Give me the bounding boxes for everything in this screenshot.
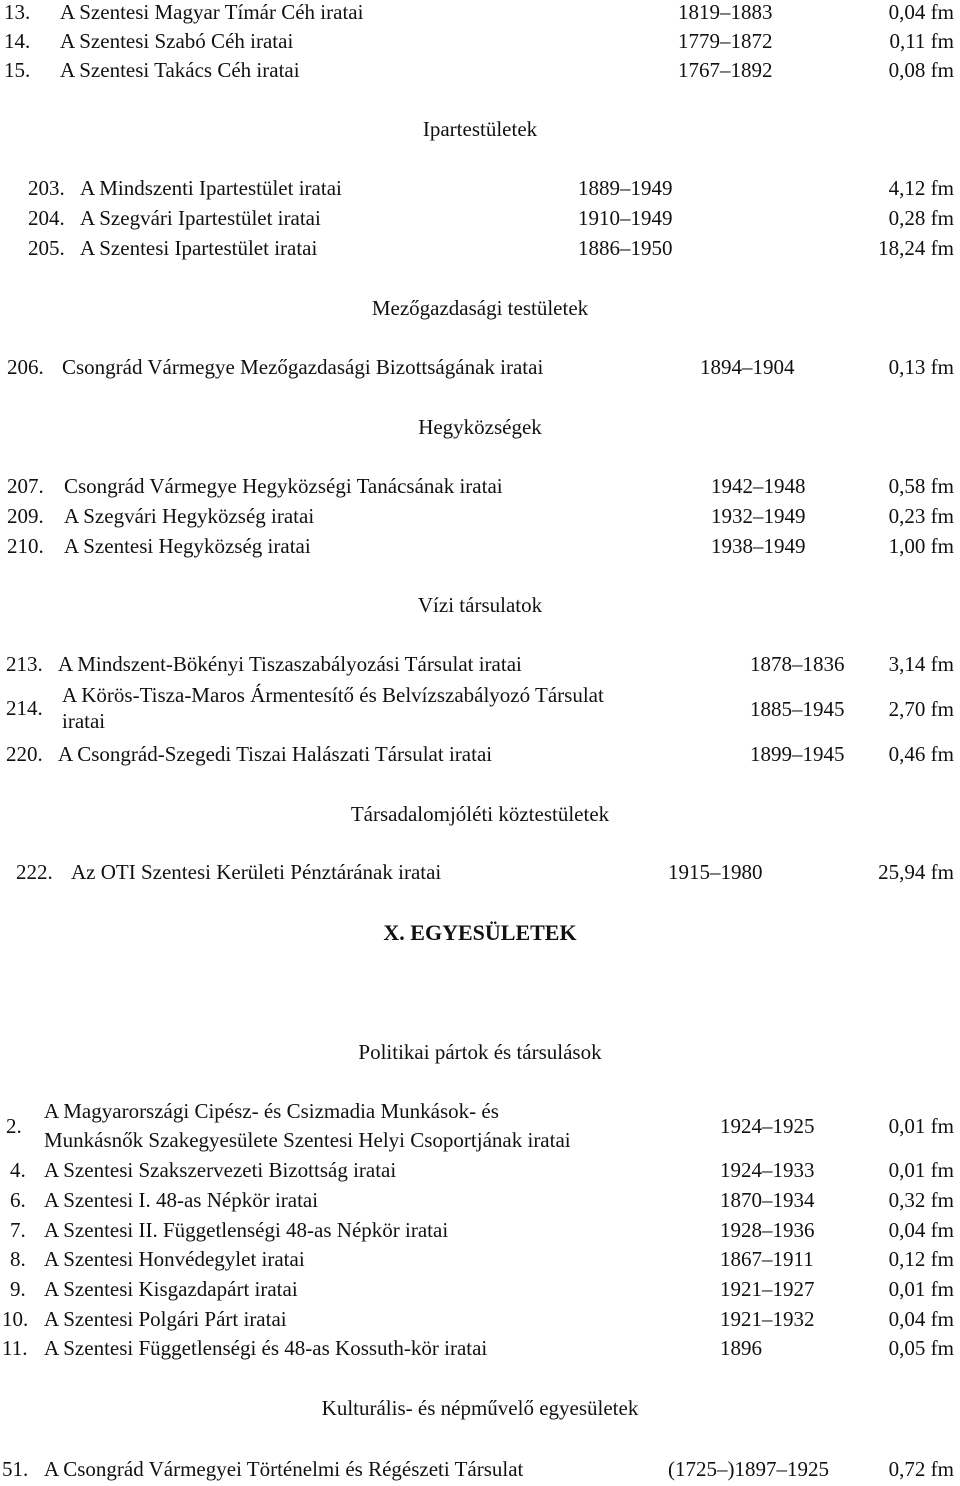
item-title: A Szentesi Szabó Céh iratai — [60, 29, 294, 53]
item-years: 1942–1948 — [711, 474, 806, 498]
item-title-line-1: A Körös-Tisza-Maros Ármentesítő és Belvízszabályozó Társulat — [62, 683, 604, 707]
item-number: 4. — [10, 1158, 26, 1182]
section-heading-politikai: Politikai pártok és társulások — [358, 1040, 602, 1064]
list-item — [0, 1156, 960, 1184]
item-number: 9. — [10, 1277, 26, 1301]
item-size: 0,46 fm — [888, 742, 954, 766]
list-item — [0, 0, 960, 26]
list-item — [0, 234, 960, 262]
item-size: 25,94 fm — [878, 860, 954, 884]
section-heading-tarsadalom: Társadalomjóléti köztestületek — [350, 802, 610, 826]
item-size: 0,04 fm — [888, 1307, 954, 1331]
item-years: 1899–1945 — [750, 742, 845, 766]
item-years: 1885–1945 — [750, 697, 845, 721]
list-item — [0, 740, 960, 768]
item-years: 1921–1927 — [720, 1277, 815, 1301]
section-heading-ipartestuletek: Ipartestületek — [422, 117, 538, 141]
item-years: 1915–1980 — [668, 860, 763, 884]
list-item — [0, 502, 960, 530]
list-item — [0, 27, 960, 55]
item-number: 7. — [10, 1218, 26, 1242]
item-title: A Szentesi Polgári Párt iratai — [44, 1307, 287, 1331]
chapter-heading: X. EGYESÜLETEK — [383, 920, 577, 945]
list-item — [0, 56, 960, 84]
item-size: 0,72 fm — [888, 1457, 954, 1481]
item-size: 0,04 fm — [888, 1218, 954, 1242]
list-item — [0, 1455, 960, 1483]
item-number: 2. — [6, 1114, 22, 1138]
list-item — [0, 1334, 960, 1362]
list-item — [0, 1216, 960, 1244]
item-size: 0,28 fm — [888, 206, 954, 230]
item-title: Csongrád Vármegye Mezőgazdasági Bizottságának iratai — [62, 355, 544, 379]
section-heading-hegykozsegek: Hegyközségek — [418, 415, 542, 439]
item-number: 207. — [7, 474, 44, 498]
item-title: A Szentesi II. Függetlenségi 48-as Népkör iratai — [44, 1218, 449, 1242]
item-number: 51. — [2, 1457, 29, 1481]
item-title: A Szentesi Kisgazdapárt iratai — [44, 1277, 298, 1301]
item-size: 2,70 fm — [888, 697, 954, 721]
item-title-line-1: A Magyarországi Cipész- és Csizmadia Munkások- és — [44, 1099, 499, 1123]
item-title: A Szentesi I. 48-as Népkör iratai — [44, 1188, 319, 1212]
list-item — [0, 174, 960, 202]
item-title: A Csongrád-Szegedi Tiszai Halászati Társulat iratai — [58, 742, 493, 766]
item-years: 1924–1933 — [720, 1158, 815, 1182]
item-title: Az OTI Szentesi Kerületi Pénztárának iratai — [71, 860, 442, 884]
item-number: 204. — [28, 206, 65, 230]
item-size: 0,11 fm — [889, 29, 954, 53]
item-size: 0,01 fm — [888, 1114, 954, 1138]
item-years: 1928–1936 — [720, 1218, 815, 1242]
item-number: 8. — [10, 1247, 26, 1271]
item-number: 10. — [2, 1307, 29, 1331]
item-years: 1889–1949 — [578, 176, 673, 200]
item-years: 1867–1911 — [720, 1247, 814, 1271]
item-size: 0,23 fm — [888, 504, 954, 528]
item-title: A Szentesi Függetlenségi és 48-as Kossuth-kör iratai — [44, 1336, 488, 1360]
item-years: 1894–1904 — [700, 355, 795, 379]
section-heading-mezogazdasagi: Mezőgazdasági testületek — [371, 296, 589, 320]
item-number: 209. — [7, 504, 44, 528]
item-title: A Szentesi Takács Céh iratai — [60, 58, 300, 82]
item-number: 220. — [6, 742, 43, 766]
item-number: 6. — [10, 1188, 26, 1212]
item-years: 1921–1932 — [720, 1307, 815, 1331]
item-number: 14. — [4, 29, 31, 53]
item-title: A Szegvári Ipartestület iratai — [80, 206, 321, 230]
item-size: 0,01 fm — [888, 1277, 954, 1301]
item-title: A Szentesi Ipartestület iratai — [80, 236, 318, 260]
item-size: 3,14 fm — [888, 652, 954, 676]
list-item — [0, 1245, 960, 1273]
item-title: A Szentesi Szakszervezeti Bizottság iratai — [44, 1158, 397, 1182]
item-years: 1878–1836 — [750, 652, 845, 676]
item-years: 1896 — [720, 1336, 762, 1360]
item-size: 0,58 fm — [888, 474, 954, 498]
item-size: 0,01 fm — [888, 1158, 954, 1182]
item-title: A Szentesi Hegyközség iratai — [64, 534, 311, 558]
item-size: 18,24 fm — [878, 236, 954, 260]
list-item — [0, 681, 960, 739]
item-number: 206. — [7, 355, 44, 379]
list-item — [0, 353, 960, 381]
item-years: 1779–1872 — [678, 29, 773, 53]
list-item — [0, 858, 960, 886]
list-item — [0, 472, 960, 500]
item-years: 1932–1949 — [711, 504, 806, 528]
item-number: 15. — [4, 58, 31, 82]
item-years: (1725–)1897–1925 — [668, 1457, 829, 1481]
item-size: 0,04 fm — [888, 0, 954, 24]
item-title-line-2: Munkásnők Szakegyesülete Szentesi Helyi Csoportjának iratai — [44, 1128, 571, 1152]
list-item — [0, 1186, 960, 1214]
item-number: 213. — [6, 652, 43, 676]
item-years: 1767–1892 — [678, 58, 773, 82]
list-item — [0, 204, 960, 232]
item-title: Csongrád Vármegye Hegyközségi Tanácsának iratai — [64, 474, 503, 498]
list-item — [0, 1097, 960, 1155]
item-title: A Mindszent-Bökényi Tiszaszabályozási Társulat iratai — [58, 652, 522, 676]
item-size: 0,05 fm — [888, 1336, 954, 1360]
item-size: 0,08 fm — [888, 58, 954, 82]
item-title: A Szegvári Hegyközség iratai — [64, 504, 315, 528]
item-title: A Mindszenti Ipartestület iratai — [80, 176, 342, 200]
item-number: 13. — [4, 0, 31, 24]
item-years: 1886–1950 — [578, 236, 673, 260]
item-years: 1924–1925 — [720, 1114, 815, 1138]
item-size: 0,12 fm — [888, 1247, 954, 1271]
section-heading-kulturalis: Kulturális- és népművelő egyesületek — [321, 1396, 639, 1420]
item-number: 203. — [28, 176, 65, 200]
item-size: 4,12 fm — [888, 176, 954, 200]
item-size: 0,13 fm — [888, 355, 954, 379]
item-years: 1819–1883 — [678, 0, 773, 24]
item-years: 1910–1949 — [578, 206, 673, 230]
list-item — [0, 1305, 960, 1333]
list-item — [0, 650, 960, 678]
item-title: A Szentesi Honvédegylet iratai — [44, 1247, 305, 1271]
item-number: 210. — [7, 534, 44, 558]
item-years: 1870–1934 — [720, 1188, 815, 1212]
item-size: 0,32 fm — [888, 1188, 954, 1212]
item-number: 222. — [16, 860, 53, 884]
item-number: 214. — [6, 696, 43, 720]
list-item — [0, 532, 960, 560]
item-number: 205. — [28, 236, 65, 260]
item-number: 11. — [2, 1336, 28, 1360]
section-heading-vizi: Vízi társulatok — [417, 593, 543, 617]
item-title-line-2: iratai — [62, 709, 106, 733]
item-title: A Csongrád Vármegyei Történelmi és Régészeti Társulat — [44, 1457, 524, 1481]
item-title: A Szentesi Magyar Tímár Céh iratai — [60, 0, 364, 24]
item-years: 1938–1949 — [711, 534, 806, 558]
list-item — [0, 1275, 960, 1303]
item-size: 1,00 fm — [888, 534, 954, 558]
